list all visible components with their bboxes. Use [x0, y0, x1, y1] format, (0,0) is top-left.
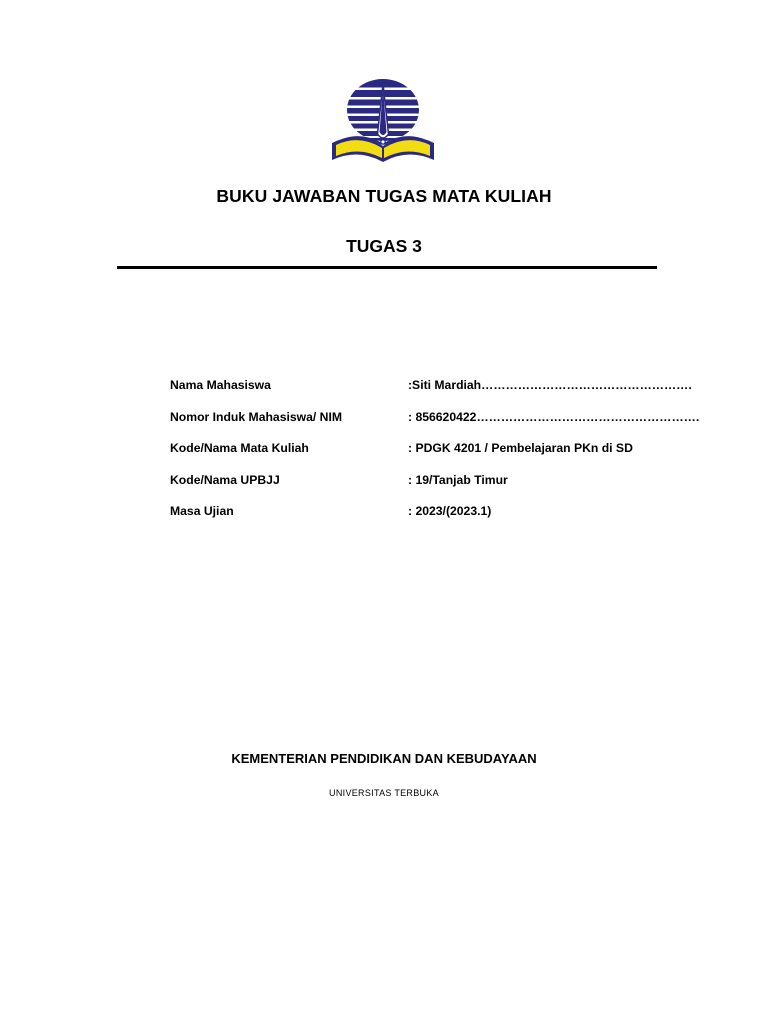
info-row-upbjj: [170, 473, 690, 505]
info-row-name: [170, 378, 690, 410]
info-row-nim: [170, 409, 700, 442]
info-value: : PDGK 4201 / Pembelajaran PKn di SD: [408, 441, 633, 455]
info-label: Nomor Induk Mahasiswa/ NIM: [170, 409, 343, 424]
university-name: UNIVERSITAS TERBUKA: [329, 788, 439, 798]
document-title: BUKU JAWABAN TUGAS MATA KULIAH: [216, 186, 552, 206]
info-label: Masa Ujian: [170, 504, 234, 518]
info-row-exam-period: [170, 504, 690, 536]
info-value: : 2023/(2023.1): [408, 504, 492, 518]
student-info-table: [170, 378, 700, 536]
info-value: :Siti Mardiah…………………………………………….: [408, 378, 692, 392]
info-label: Nama Mahasiswa: [170, 378, 271, 392]
ministry-name: KEMENTERIAN PENDIDIKAN DAN KEBUDAYAAN: [231, 751, 537, 766]
info-label: Kode/Nama Mata Kuliah: [170, 441, 309, 455]
info-label: Kode/Nama UPBJJ: [170, 472, 280, 487]
assignment-number: TUGAS 3: [346, 236, 422, 256]
title-divider: [117, 266, 657, 269]
info-row-course: [170, 441, 690, 473]
university-logo-icon: [330, 76, 438, 166]
info-value: : 19/Tanjab Timur: [408, 472, 508, 487]
info-value: : 856620422……………………………………………….: [408, 409, 700, 424]
